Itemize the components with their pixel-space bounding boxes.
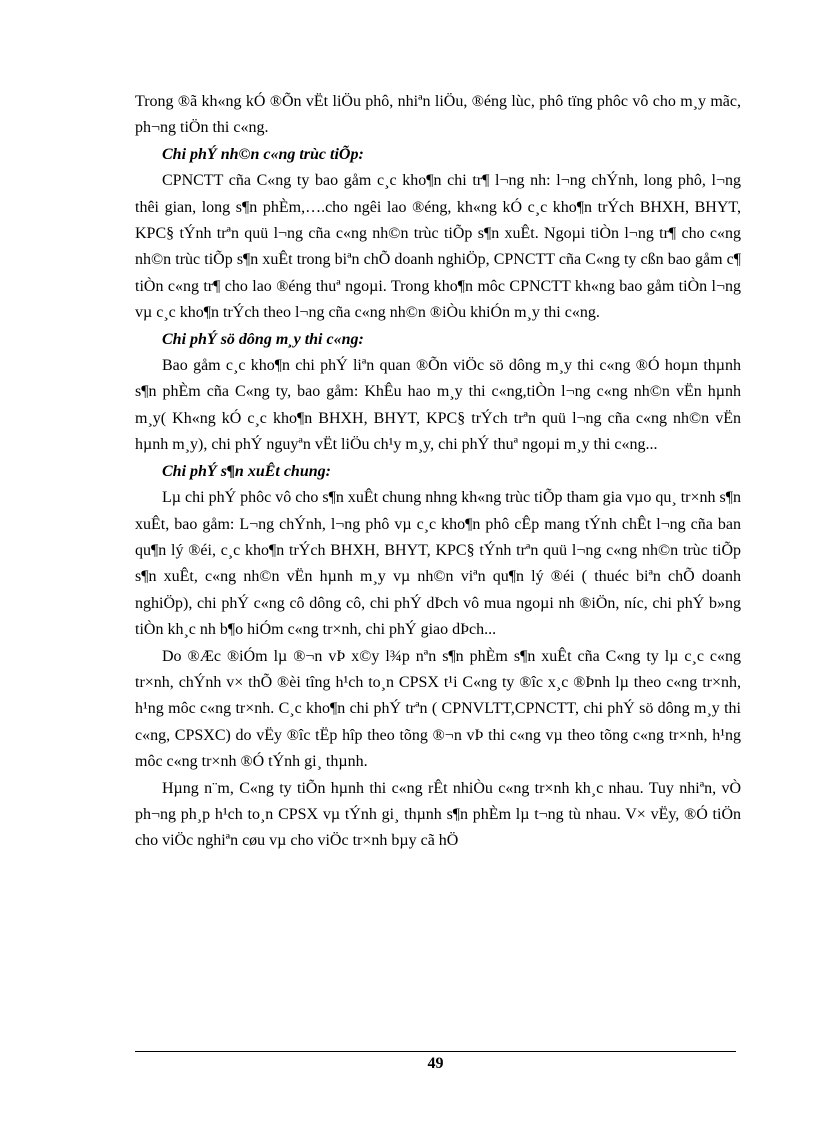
heading-general-production: Chi phÝ s¶n xuÊt chung: [162, 462, 331, 480]
paragraph-direct-labor: CPNCTT cña C«ng ty bao gåm c¸c kho¶n chi tr¶ l¬ng nh: l¬ng chÝnh, long phô, l¬ng thêi gian, long s¶n phÈm,….cho ngêi lao ®éng, kh«ng kÓ c¸c kho¶n trÝch BHXH, BHYT, KPC§ tÝnh trªn quü l¬ng cña c«ng nh©n trùc tiÕp s¶n xuÊt. Ngoµi tiÒn l¬ng tr¶ cho c«ng nh©n trùc tiÕp s¶n xuÊt trong biªn chÕ doanh nghiÖp, CPNCTT cña C«ng ty cßn bao gåm c¶ tiÒn c«ng tr¶ cho lao ®éng thuª ngoµi. Trong kho¶n môc CPNCTT kh«ng bao gåm tiÒn l¬ng vµ c¸c kho¶n trÝch theo l¬ng cña c«ng nh©n ®iÒu khiÓn m¸y thi c«ng. [135, 172, 741, 322]
page-body [135, 89, 741, 855]
paragraph-annual-projects: Hµng n¨m, C«ng ty tiÕn hµnh thi c«ng rÊt nhiÒu c«ng tr×nh kh¸c nhau. Tuy nhiªn, vÒ ph¬ng ph¸p h¹ch to¸n CPSX vµ tÝnh gi¸ thµnh s¶n phÈm lµ t¬ng tù nhau. V× vËy, ®Ó tiÖn cho viÖc nghiªn cøu vµ cho viÖc tr×nh bµy cã hÖ [135, 779, 741, 850]
paragraph-machine-cost: Bao gåm c¸c kho¶n chi phÝ liªn quan ®Õn viÖc sö dông m¸y thi c«ng ®Ó hoµn thµnh s¶n phÈm cña C«ng ty, bao gåm: KhÊu hao m¸y thi c«ng,tiÒn l¬ng c«ng nh©n vËn hµnh m¸y( Kh«ng kÓ c¸c kho¶n BHXH, BHYT, KPC§ trÝch trªn quü l¬ng cña c«ng nh©n vËn hµnh m¸y), chi phÝ nguyªn vËt liÖu ch¹y m¸y, chi phÝ thuª ngoµi m¸y thi c«ng... [135, 357, 741, 454]
heading-direct-labor: Chi phÝ nh©n c«ng trùc tiÕp: [162, 145, 364, 163]
paragraph-general-production: Lµ chi phÝ phôc vô cho s¶n xuÊt chung nhng kh«ng trùc tiÕp tham gia vµo qu¸ tr×nh s¶n xuÊt, bao gåm: L¬ng chÝnh, l¬ng phô vµ c¸c kho¶n phô cÊp mang tÝnh chÊt l¬ng cña ban qu¶n lý ®éi, c¸c kho¶n trÝch BHXH, BHYT, KPC§ tÝnh trªn quü l¬ng c«ng nh©n trùc tiÕp s¶n xuÊt, c«ng nh©n vËn hµnh m¸y vµ nh©n viªn qu¶n lý ®éi ( thuéc biªn chÕ doanh nghiÖp), chi phÝ c«ng cô dông cô, chi phÝ dÞch vô mua ngoµi nh ®iÖn, níc, chi phÝ b»ng tiÒn kh¸c nh b¶o hiÓm c«ng tr×nh, chi phÝ giao dÞch... [135, 489, 741, 639]
heading-machine-cost: Chi phÝ sö dông m¸y thi c«ng: [162, 330, 364, 348]
footer-divider [135, 1051, 736, 1052]
paragraph-cost-object: Do ®Æc ®iÓm lµ ®¬n vÞ x©y l¾p nªn s¶n phÈm s¶n xuÊt cña C«ng ty lµ c¸c c«ng tr×nh, chÝnh v× thÕ ®èi tîng h¹ch to¸n CPSX t¹i C«ng ty ®îc x¸c ®Þnh lµ theo c«ng tr×nh, h¹ng môc c«ng tr×nh. C¸c kho¶n chi phÝ trªn ( CPNVLTT,CPNCTT, chi phÝ sö dông m¸y thi c«ng, CPSXC) do vËy ®îc tËp hîp theo tõng ®¬n vÞ thi c«ng vµ theo tõng c«ng tr×nh, h¹ng môc c«ng tr×nh ®Ó tÝnh gi¸ thµnh. [135, 647, 741, 771]
page-number: 49 [427, 1055, 444, 1072]
paragraph-intro: Trong ®ã kh«ng kÓ ®Õn vËt liÖu phô, nhiªn liÖu, ®éng lùc, phô tïng phôc vô cho m¸y mãc, ph¬ng tiÖn thi c«ng. [135, 93, 741, 137]
